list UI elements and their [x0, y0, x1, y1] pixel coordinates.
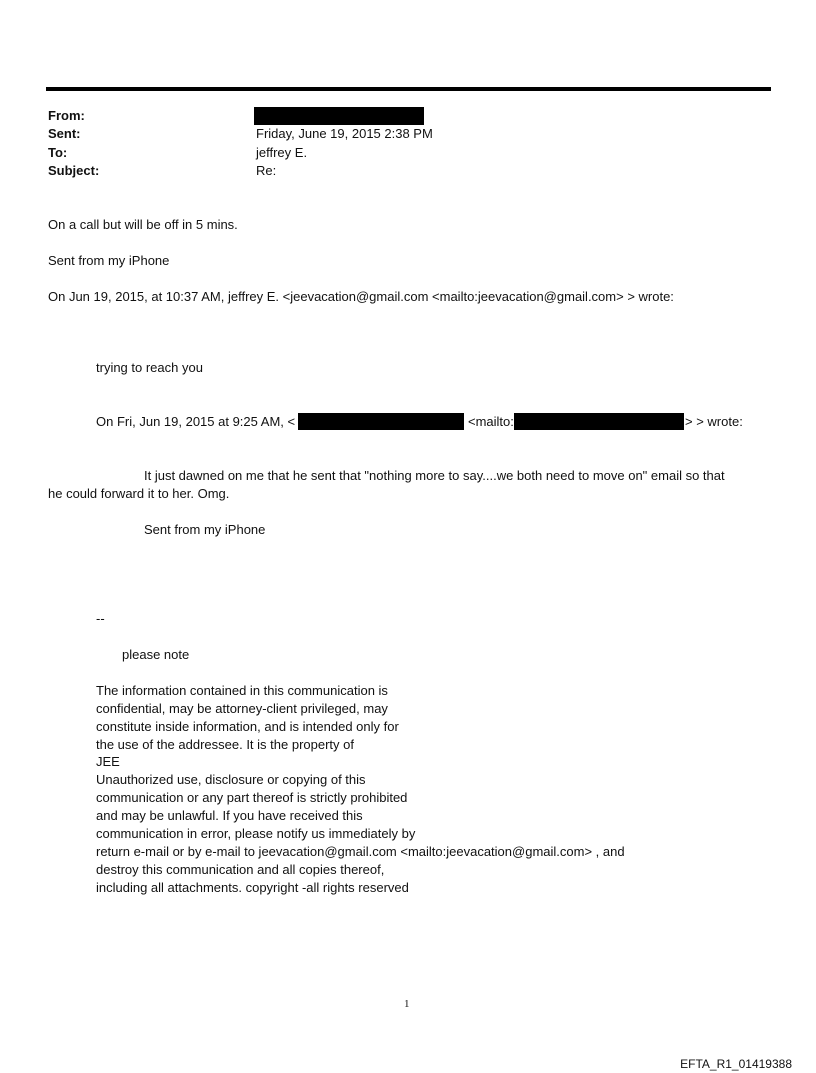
redaction-from: [254, 107, 424, 125]
disclaimer-line: destroy this communication and all copies thereof,: [96, 862, 385, 877]
disclaimer-line: communication in error, please notify us immediately by: [96, 826, 416, 841]
disclaimer-line: including all attachments. copyright -all rights reserved: [96, 880, 409, 895]
document-id: EFTA_R1_01419388: [680, 1057, 792, 1071]
signature-dashes: --: [96, 611, 105, 626]
redaction-sender-email: [514, 413, 684, 430]
disclaimer-line: the use of the addressee. It is the property of: [96, 737, 354, 752]
sent-label: Sent:: [48, 126, 81, 141]
disclaimer-line: return e-mail or by e-mail to jeevacation@gmail.com <mailto:jeevacation@gmail.com> , and: [96, 844, 625, 859]
disclaimer-line: JEE: [96, 754, 120, 769]
to-value: jeffrey E.: [256, 145, 308, 160]
disclaimer-line: Unauthorized use, disclosure or copying of this: [96, 772, 366, 787]
inner-line-2: Sent from my iPhone: [144, 522, 266, 537]
page-number: 1: [404, 998, 410, 1010]
disclaimer-line: and may be unlawful. If you have received this: [96, 808, 363, 823]
body-line-1: On a call but will be off in 5 mins.: [48, 217, 238, 232]
subject-label: Subject:: [48, 163, 100, 178]
disclaimer-line: The information contained in this communication is: [96, 683, 388, 698]
body-line-3: On Jun 19, 2015, at 10:37 AM, jeffrey E. <jeevacation@gmail.com <mailto:jeevacation@gmail.com> > wrote:: [48, 289, 674, 304]
from-label: From:: [48, 108, 85, 123]
inner-line-1b: he could forward it to her. Omg.: [48, 486, 230, 501]
disclaimer-line: constitute inside information, and is intended only for: [96, 719, 399, 734]
please-note: please note: [122, 647, 190, 662]
sent-value: Friday, June 19, 2015 2:38 PM: [256, 126, 433, 141]
quote-line-2-prefix: On Fri, Jun 19, 2015 at 9:25 AM, <: [96, 414, 296, 429]
quote-line-2-mailto: <mailto:: [468, 414, 514, 429]
header-rule: [46, 87, 771, 91]
disclaimer-line: communication or any part thereof is strictly prohibited: [96, 790, 408, 805]
quote-line-1: trying to reach you: [96, 360, 203, 375]
body-line-2: Sent from my iPhone: [48, 253, 170, 268]
subject-value: Re:: [256, 163, 277, 178]
quote-line-2-suffix: > > wrote:: [685, 414, 743, 429]
to-label: To:: [48, 145, 68, 160]
disclaimer-line: confidential, may be attorney-client privileged, may: [96, 701, 388, 716]
redaction-sender-name: [298, 413, 464, 430]
inner-line-1a: It just dawned on me that he sent that "nothing more to say....we both need to move on" email so that: [144, 468, 725, 483]
